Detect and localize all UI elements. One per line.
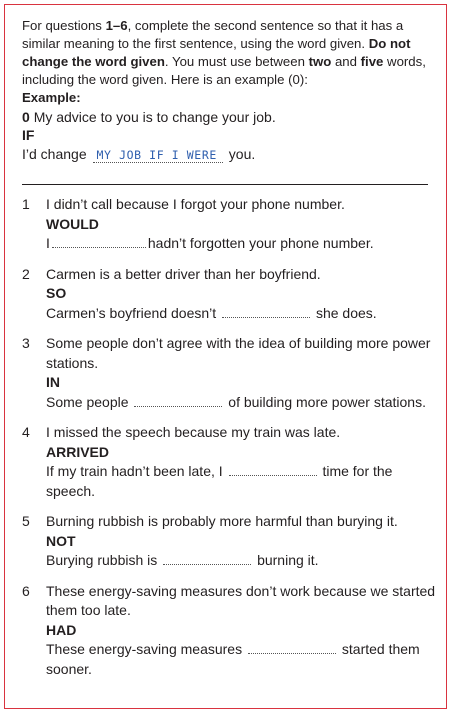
- question-answer-line: [46, 393, 437, 413]
- question-number: 2: [22, 265, 30, 282]
- question-5: [22, 512, 437, 571]
- answer-blank[interactable]: [222, 306, 310, 318]
- question-key-word: NOT: [46, 532, 76, 549]
- question-answer-line: [46, 304, 437, 324]
- example-sentence: My advice to you is to change your job.: [33, 109, 276, 125]
- instructions-emphasis: Do not change the word given: [22, 36, 411, 69]
- example-prefix: I’d change: [22, 146, 87, 162]
- question-number: 1: [22, 196, 30, 212]
- question-number: 4: [22, 424, 30, 440]
- instructions-text: words, including the word given. Here is an example (0):: [22, 54, 426, 87]
- instructions-min-words: two: [308, 54, 332, 69]
- example-sentence-line: [22, 107, 432, 127]
- question-number: 5: [22, 513, 30, 529]
- question-answer-line: [46, 462, 437, 501]
- answer-after: she does.: [315, 304, 377, 321]
- question-answer-line: [46, 234, 437, 254]
- answer-blank[interactable]: [52, 236, 146, 248]
- question-6: [22, 582, 437, 680]
- section-divider: [22, 184, 428, 185]
- question-answer-line: [46, 640, 437, 679]
- question-number: 6: [22, 582, 30, 599]
- example-key-word: IF: [22, 127, 35, 143]
- answer-after: of building more power stations.: [228, 393, 426, 410]
- answer-blank[interactable]: [163, 553, 251, 565]
- question-sentence: Burning rubbish is probably more harmful than burying it.: [46, 513, 398, 529]
- answer-before: Carmen’s boyfriend doesn’t: [46, 304, 217, 321]
- instructions-text: and: [331, 54, 361, 69]
- question-4: [22, 423, 437, 501]
- instructions: [22, 17, 432, 89]
- question-key-word: WOULD: [46, 215, 99, 232]
- answer-before: If my train hadn’t been late, I: [46, 463, 223, 479]
- answer-after: time for the speech.: [46, 463, 393, 499]
- question-answer-line: [46, 551, 437, 571]
- question-key-word: IN: [46, 374, 60, 390]
- instructions-text: For questions: [22, 18, 106, 33]
- answer-after: burning it.: [257, 552, 319, 568]
- question-sentence: Some people don’t agree with the idea of building more power stations.: [46, 335, 431, 371]
- question-3: [22, 334, 437, 412]
- question-number: 3: [22, 335, 30, 351]
- instructions-text: , complete the second sentence so that it has a similar meaning to the first sentence, using the word given.: [22, 18, 404, 51]
- answer-before: Burying rubbish is: [46, 552, 158, 568]
- question-key-word: SO: [46, 285, 67, 301]
- answer-before: Some people: [46, 393, 129, 410]
- answer-blank[interactable]: [248, 642, 336, 654]
- exercise-header: [22, 17, 432, 164]
- instructions-text: . You must use between: [164, 54, 309, 69]
- question-2: [22, 265, 437, 324]
- instructions-max-words: five: [360, 54, 384, 69]
- answer-before: These energy-saving measures: [46, 641, 243, 657]
- question-sentence: I didn’t call because I forgot your phone number.: [46, 196, 345, 212]
- example-number: 0: [22, 109, 30, 125]
- answer-before: I: [46, 235, 50, 251]
- question-1: [22, 195, 437, 254]
- answer-blank[interactable]: [229, 464, 317, 476]
- questions-list: [22, 195, 437, 679]
- example-suffix: you.: [228, 146, 256, 162]
- question-sentence: These energy-saving measures don’t work because we started them too late.: [46, 582, 436, 618]
- example-answer: MY JOB IF I WERE: [93, 149, 223, 163]
- answer-blank[interactable]: [134, 395, 222, 407]
- question-key-word: ARRIVED: [46, 443, 110, 460]
- example-answer-line: [22, 144, 432, 164]
- instructions-range: 1–6: [105, 18, 128, 33]
- example-label: Example:: [22, 90, 81, 105]
- question-sentence: I missed the speech because my train was late.: [46, 424, 341, 440]
- question-sentence: Carmen is a better driver than her boyfriend.: [46, 265, 321, 282]
- answer-after: hadn’t forgotten your phone number.: [147, 235, 374, 251]
- answer-after: started them sooner.: [46, 641, 420, 677]
- question-key-word: HAD: [46, 621, 77, 638]
